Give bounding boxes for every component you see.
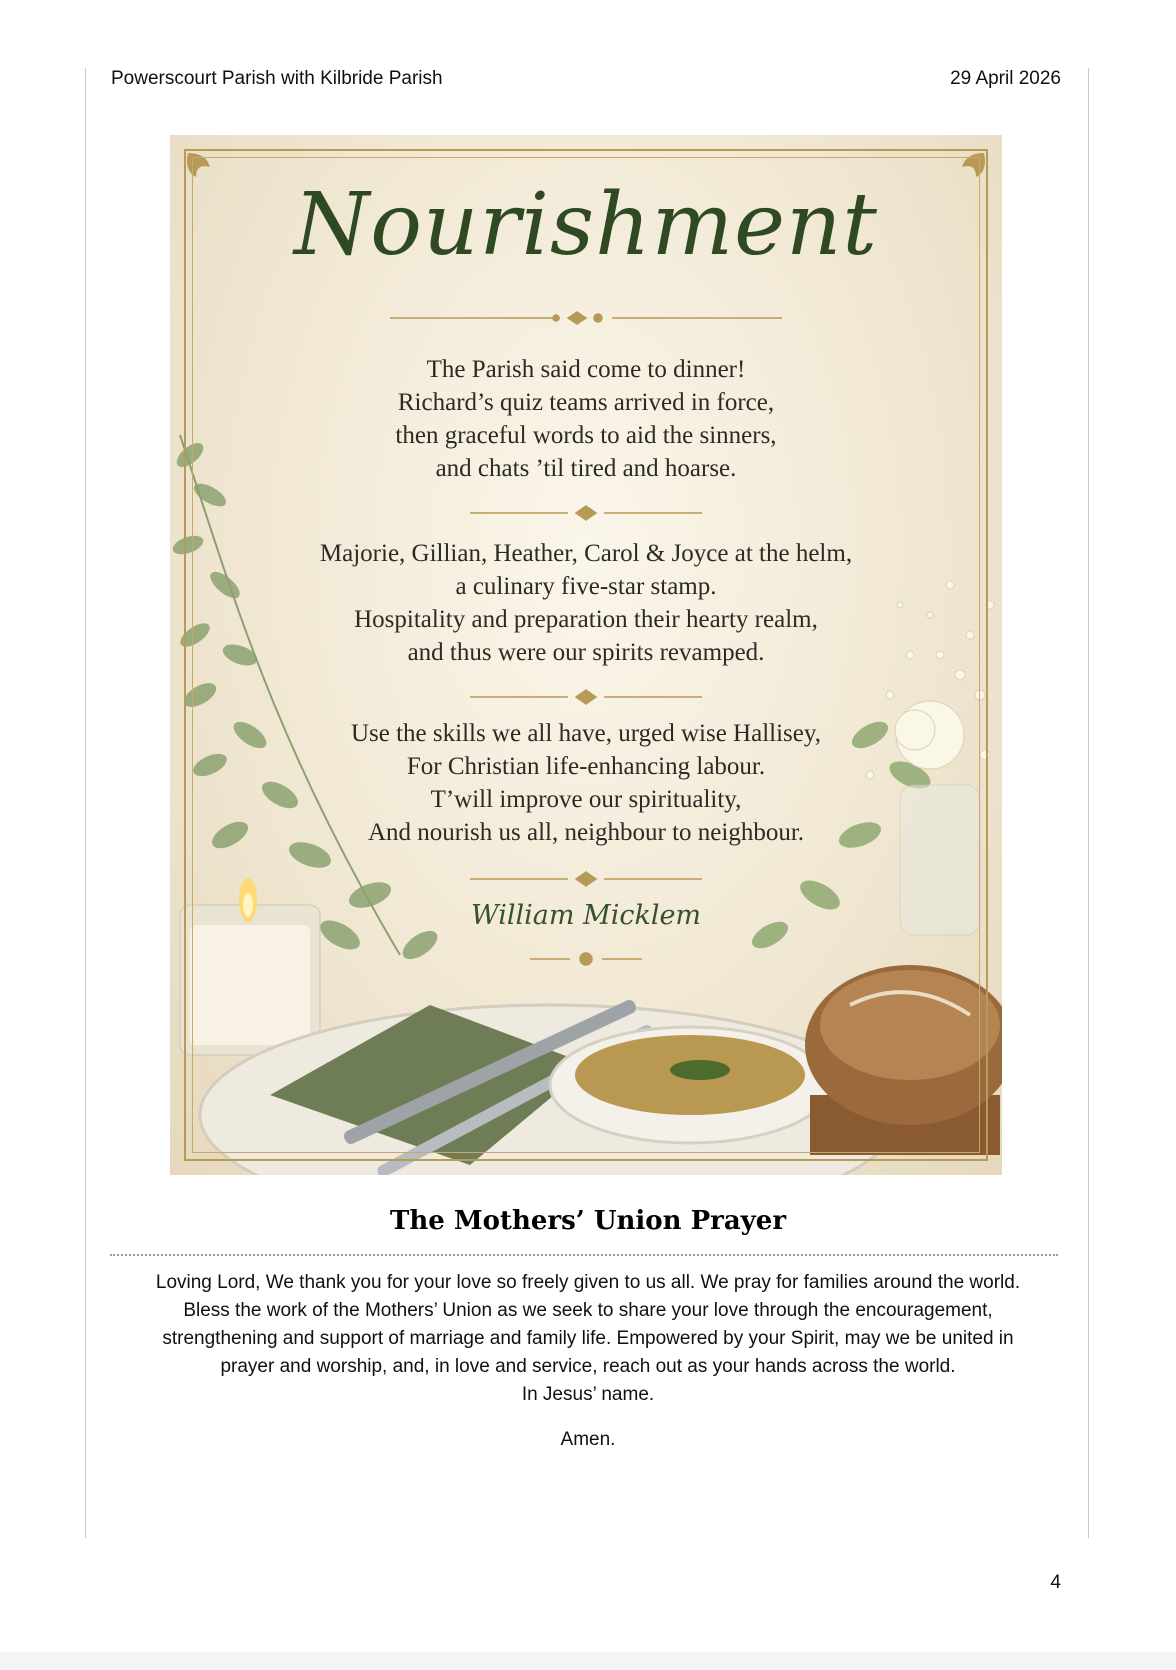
poem-line: Majorie, Gillian, Heather, Carol & Joyce at the helm,: [319, 540, 853, 567]
poem-title: Nourishment: [294, 175, 878, 275]
prayer-line: Loving Lord, We thank you for your love so freely given to us all. We pray for families around the world.: [155, 1272, 1021, 1293]
poem-line: And nourish us all, neighbour to neighbour.: [367, 819, 805, 846]
right-margin-rule: [1088, 68, 1089, 1538]
page-number: 4: [1050, 1572, 1061, 1593]
poem-line: a culinary five-star stamp.: [455, 573, 717, 600]
poem-stanza-3: [170, 717, 1002, 849]
poem-line: and thus were our spirits revamped.: [407, 639, 765, 666]
prayer-body: [105, 1269, 1071, 1409]
parish-header: Powerscourt Parish with Kilbride Parish: [111, 68, 443, 89]
poem-line: Hospitality and preparation their hearty realm,: [354, 606, 818, 633]
poem-line: T’will improve our spirituality,: [430, 786, 742, 813]
prayer-title: The Mothers’ Union Prayer: [389, 1206, 787, 1236]
poem-line: For Christian life-enhancing labour.: [406, 753, 766, 780]
poem-stanza-2: [170, 537, 1002, 669]
poem-line: Use the skills we all have, urged wise Hallisey,: [350, 720, 822, 747]
footer-band: [0, 1652, 1176, 1670]
poem-author: William Micklem: [470, 900, 702, 931]
poem-line: and chats ’til tired and hoarse.: [435, 455, 737, 482]
left-margin-rule: [85, 68, 86, 1538]
prayer-line: prayer and worship, and, in love and service, reach out as your hands across the world.: [220, 1356, 956, 1377]
date-header: 29 April 2026: [950, 68, 1061, 89]
dotted-divider: [110, 1254, 1058, 1256]
prayer-line: In Jesus’ name.: [521, 1384, 655, 1405]
prayer-amen: Amen.: [560, 1429, 616, 1450]
poem-line: Richard’s quiz teams arrived in force,: [397, 389, 775, 416]
prayer-line: strengthening and support of marriage and family life. Empowered by your Spirit, may we be united in: [162, 1328, 1014, 1349]
prayer-line: Bless the work of the Mothers’ Union as we seek to share your love through the encouragement,: [183, 1300, 993, 1321]
poem-stanza-1: [170, 353, 1002, 485]
nourishment-poster: [170, 135, 1002, 1175]
poem-line: The Parish said come to dinner!: [426, 356, 746, 383]
poem-line: then graceful words to aid the sinners,: [395, 422, 777, 449]
